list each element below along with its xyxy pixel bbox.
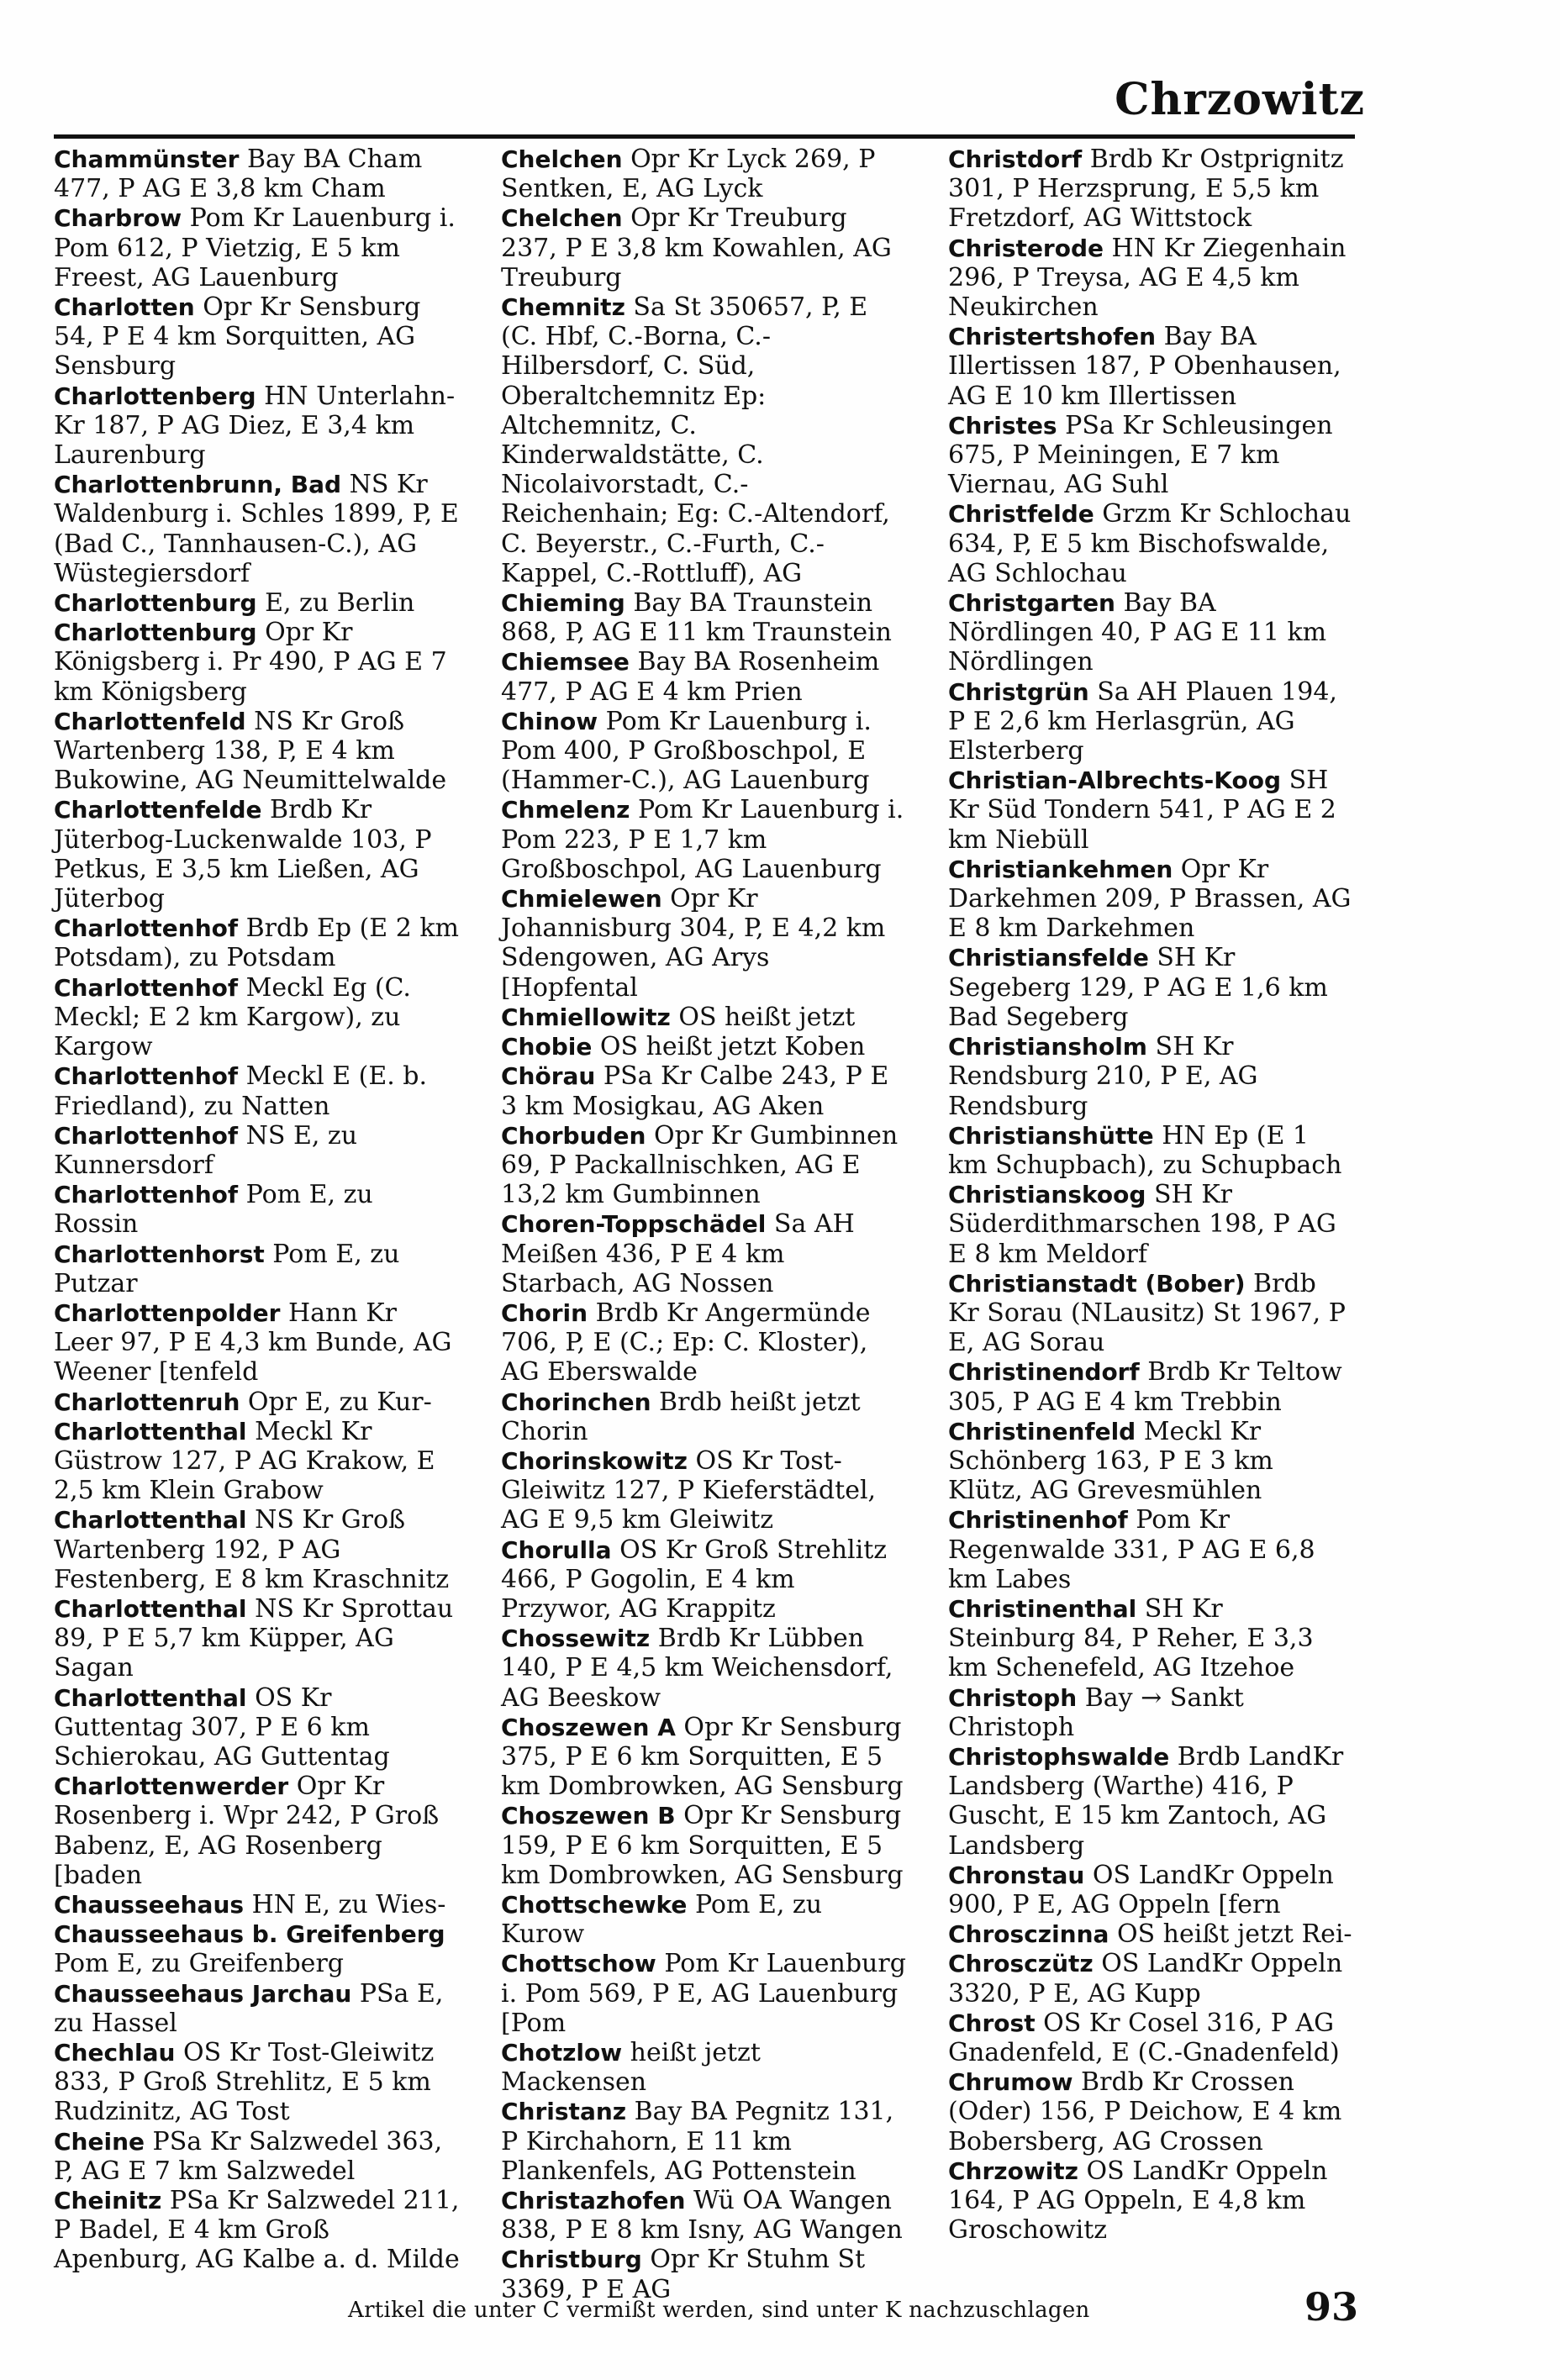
entry-headword: Choren-Toppschädel xyxy=(501,1210,767,1239)
gazetteer-entry xyxy=(501,795,908,884)
entry-text: HN Unterlahn-Kr 187, P AG Diez, E 3,4 km Laurenburg xyxy=(54,381,456,471)
entry-text: OS Kr Tost-Gleiwitz 127, P Kieferstädtel, AG E 9,5 km Gleiwitz xyxy=(501,1445,877,1535)
entry-headword: Chinow xyxy=(501,707,598,735)
entry-text: Meckl Kr Güstrow 127, P AG Krakow, E 2,5 km Klein Grabow xyxy=(54,1416,435,1506)
entry-headword: Charlottenwerder xyxy=(54,1772,289,1801)
gazetteer-entry xyxy=(948,1683,1355,1742)
entry-text: Meckl E (E. b. Friedland), zu Natten xyxy=(54,1061,428,1121)
entry-headword: Charlottenthal xyxy=(54,1683,247,1712)
entry-headword: Choszewen B xyxy=(501,1802,676,1830)
gazetteer-entry xyxy=(54,203,461,292)
gazetteer-entry xyxy=(948,1180,1355,1269)
entry-headword: Chorinchen xyxy=(501,1387,651,1416)
entry-headword: Charlottenhof xyxy=(54,973,239,1002)
gazetteer-entry xyxy=(948,1861,1355,1919)
gazetteer-entry xyxy=(54,1890,461,1919)
entry-text: Bay BA Nördlingen 40, P AG E 11 km Nördlingen xyxy=(948,588,1327,677)
gazetteer-entry xyxy=(54,292,461,382)
entry-text: Opr Kr Rosenberg i. Wpr 242, P Groß Babenz, E, AG Rosenberg [baden xyxy=(54,1772,440,1890)
entry-text: NS Kr Groß Wartenberg 138, P, E 4 km Bukowine, AG Neumittelwalde xyxy=(54,706,447,796)
entry-headword: Chorbuden xyxy=(501,1121,646,1150)
gazetteer-entry xyxy=(501,588,908,647)
entry-headword: Charlottenberg xyxy=(54,382,256,410)
entry-headword: Christianskoog xyxy=(948,1181,1146,1209)
entry-headword: Choszewen A xyxy=(501,1713,676,1741)
entry-headword: Charlottenburg xyxy=(54,589,257,618)
gazetteer-entry xyxy=(54,2038,461,2127)
gazetteer-entry xyxy=(54,973,461,1062)
entry-headword: Christiankehmen xyxy=(948,855,1173,883)
entry-headword: Christdorf xyxy=(948,145,1083,173)
gazetteer-entry xyxy=(54,1298,461,1387)
entry-headword: Charlottenthal xyxy=(54,1506,247,1535)
gazetteer-entry xyxy=(54,618,461,707)
entry-text: PSa Kr Salzwedel 363, P, AG E 7 km Salzwedel xyxy=(54,2126,443,2186)
entry-headword: Chorulla xyxy=(501,1535,612,1564)
entry-headword: Christertshofen xyxy=(948,323,1157,351)
gazetteer-entry xyxy=(948,1417,1355,1506)
entry-headword: Christinendorf xyxy=(948,1358,1140,1387)
entry-headword: Charlotten xyxy=(54,293,195,322)
entry-text: HN E, zu Wies- xyxy=(244,1889,446,1919)
entry-text: Opr Kr Johannisburg 304, P, E 4,2 km Sdengowen, AG Arys [Hopfental xyxy=(501,884,886,1003)
gazetteer-entry xyxy=(54,1180,461,1239)
entry-text: OS LandKr Oppeln 900, P E, AG Oppeln [fern xyxy=(948,1860,1334,1919)
entry-text: Bay → Sankt Christoph xyxy=(948,1682,1244,1742)
entry-text: Opr Kr Stuhm St 3369, P E AG xyxy=(501,2245,866,2304)
column-3 xyxy=(948,145,1355,2245)
gazetteer-entry xyxy=(501,1446,908,1535)
running-head: Chrzowitz xyxy=(1115,74,1365,125)
gazetteer-entry xyxy=(948,1357,1355,1416)
entry-text: OS Kr Cosel 316, P AG Gnadenfeld, E (C.-Gnadenfeld) xyxy=(948,2008,1340,2067)
entry-headword: Chrzowitz xyxy=(948,2156,1078,2185)
entry-headword: Charbrow xyxy=(54,204,182,233)
gazetteer-entry xyxy=(948,499,1355,588)
entry-text: OS heißt jetzt xyxy=(670,1002,856,1032)
entry-headword: Chelchen xyxy=(501,145,623,173)
entry-text: Pom Kr Lauenburg i. Pom 612, P Vietzig, E 5 km Freest, AG Lauenburg xyxy=(54,203,456,292)
entry-headword: Christiansholm xyxy=(948,1033,1147,1061)
entry-headword: Chossewitz xyxy=(501,1624,651,1653)
entry-text: Brdb Kr Teltow 305, P AG E 4 km Trebbin xyxy=(948,1357,1342,1417)
gazetteer-entry xyxy=(501,1003,908,1032)
entry-text: Wü OA Wangen 838, P E 8 km Isny, AG Wangen xyxy=(501,2186,903,2246)
entry-text: OS Kr Groß Strehlitz 466, P Gogolin, E 4 km Przywor, AG Krappitz xyxy=(501,1535,888,1624)
entry-text: Brdb LandKr Landsberg (Warthe) 416, P Guscht, E 15 km Zantoch, AG Landsberg xyxy=(948,1741,1344,1861)
entry-text: NS Kr Groß Wartenberg 192, P AG Festenberg, E 8 km Kraschnitz xyxy=(54,1505,450,1594)
entry-headword: Christazhofen xyxy=(501,2187,686,2215)
gazetteer-entry xyxy=(54,1240,461,1298)
gazetteer-entry xyxy=(948,145,1355,234)
entry-headword: Charlottenhorst xyxy=(54,1240,265,1268)
entry-text: HN Kr Ziegenhain 296, P Treysa, AG E 4,5 km Neukirchen xyxy=(948,233,1347,323)
entry-headword: Cheinitz xyxy=(54,2187,162,2215)
gazetteer-entry xyxy=(54,795,461,914)
entry-headword: Chmelenz xyxy=(501,796,630,824)
gazetteer-entry xyxy=(501,884,908,1003)
entry-headword: Christian-Albrechts-Koog xyxy=(948,766,1282,795)
entry-text: NS Kr Waldenburg i. Schles 1899, P, E (Bad C., Tannhausen-C.), AG Wüstegiersdorf xyxy=(54,470,459,588)
gazetteer-entry xyxy=(948,677,1355,766)
gazetteer-entry xyxy=(54,1594,461,1683)
entry-headword: Chorinskowitz xyxy=(501,1446,688,1475)
gazetteer-entry xyxy=(501,647,908,706)
gazetteer-entry xyxy=(948,2009,1355,2067)
entry-headword: Chausseehaus b. Greifenberg xyxy=(54,1920,445,1949)
entry-text: OS heißt jetzt Rei- xyxy=(1109,1919,1352,1950)
gazetteer-entry xyxy=(54,1979,461,2038)
gazetteer-entry xyxy=(948,943,1355,1032)
entry-headword: Cheine xyxy=(54,2127,145,2156)
entry-text: Brdb Ep (E 2 km Potsdam), zu Potsdam xyxy=(54,914,459,973)
entry-headword: Christiansfelde xyxy=(948,944,1149,972)
entry-headword: Chrumow xyxy=(948,2068,1073,2097)
entry-headword: Charlottenburg xyxy=(54,619,257,647)
entry-headword: Chrosczinna xyxy=(948,1920,1109,1949)
gazetteer-entry xyxy=(948,411,1355,500)
gazetteer-entry xyxy=(948,855,1355,944)
entry-text: Pom E, zu Rossin xyxy=(54,1180,373,1240)
entry-headword: Chörau xyxy=(501,1062,596,1091)
entry-headword: Charlottenruh xyxy=(54,1387,240,1416)
entry-headword: Christinenthal xyxy=(948,1594,1137,1623)
entry-headword: Chmiellowitz xyxy=(501,1003,671,1031)
entry-text: Brdb Kr Angermünde 706, P, E (C.; Ep: C. Kloster), AG Eberswalde xyxy=(501,1298,871,1387)
gazetteer-entry xyxy=(501,1713,908,1802)
entry-text: Pom Kr Regenwalde 331, P AG E 6,8 km Labes xyxy=(948,1505,1315,1594)
gazetteer-entry xyxy=(948,234,1355,323)
gazetteer-entry xyxy=(501,1535,908,1624)
gazetteer-entry xyxy=(501,1624,908,1713)
entry-headword: Chausseehaus xyxy=(54,1890,245,1919)
entry-headword: Charlottenthal xyxy=(54,1417,247,1445)
gazetteer-entry xyxy=(54,2186,461,2275)
entry-headword: Christophswalde xyxy=(948,1742,1170,1771)
entry-text: PSa Kr Salzwedel 211, P Badel, E 4 km Groß Apenburg, AG Kalbe a. d. Milde xyxy=(54,2186,460,2275)
entry-text: Brdb Kr Ostprignitz 301, P Herzsprung, E 5,5 km Fretzdorf, AG Wittstock xyxy=(948,145,1344,234)
entry-text: Brdb Kr Crossen (Oder) 156, P Deichow, E 4 km Bobersberg, AG Crossen xyxy=(948,2067,1342,2156)
gazetteer-entry xyxy=(54,470,461,588)
gazetteer-entry xyxy=(948,588,1355,677)
entry-headword: Christfelde xyxy=(948,500,1094,529)
entry-headword: Charlottenhof xyxy=(54,914,239,943)
entry-text: SH Kr Süd Tondern 541, P AG E 2 km Niebüll xyxy=(948,766,1336,855)
entry-text: Pom Kr Lauenburg i. Pom 569, P E, AG Lauenburg [Pom xyxy=(501,1949,906,2038)
gazetteer-entry xyxy=(501,145,908,203)
entry-text: NS Kr Sprottau 89, P E 5,7 km Küpper, AG Sagan xyxy=(54,1593,454,1683)
entry-headword: Chorin xyxy=(501,1298,588,1327)
entry-text: HN Ep (E 1 km Schupbach), zu Schupbach xyxy=(948,1120,1342,1180)
entry-text: Opr Kr Gumbinnen 69, P Packallnischken, AG E 13,2 km Gumbinnen xyxy=(501,1120,899,1210)
entry-text: Brdb Kr Sorau (NLausitz) St 1967, P E, AG Sorau xyxy=(948,1268,1346,1358)
entry-headword: Christburg xyxy=(501,2246,642,2274)
entry-headword: Charlottenhof xyxy=(54,1121,239,1150)
entry-text: NS E, zu Kunnersdorf xyxy=(54,1120,358,1180)
entry-text: Bay BA Rosenheim 477, P AG E 4 km Prien xyxy=(501,647,880,707)
entry-text: SH Kr Süderdithmarschen 198, P AG E 8 km Meldorf xyxy=(948,1180,1336,1269)
entry-headword: Christoph xyxy=(948,1683,1078,1712)
gazetteer-entry xyxy=(948,1742,1355,1861)
gazetteer-entry xyxy=(948,1032,1355,1121)
entry-headword: Chieming xyxy=(501,589,625,618)
entry-text: Meckl Eg (C. Meckl; E 2 km Kargow), zu Kargow xyxy=(54,972,411,1062)
entry-headword: Charlottenbrunn, Bad xyxy=(54,471,342,499)
entry-text: Bay BA Traunstein 868, P, AG E 11 km Traunstein xyxy=(501,588,892,648)
entry-text: PSa Kr Calbe 243, P E 3 km Mosigkau, AG Aken xyxy=(501,1061,889,1121)
entry-text: Opr Kr Lyck 269, P Sentken, E, AG Lyck xyxy=(501,145,876,204)
entry-text: E, zu Berlin xyxy=(256,588,415,619)
entry-headword: Chemnitz xyxy=(501,293,625,322)
entry-headword: Chobie xyxy=(501,1033,593,1061)
gazetteer-entry xyxy=(54,1061,461,1120)
entry-headword: Chottschewke xyxy=(501,1890,688,1919)
gazetteer-entry xyxy=(501,292,908,588)
column-1 xyxy=(54,145,461,2275)
entry-text: Opr Kr Sensburg 54, P E 4 km Sorquitten, AG Sensburg xyxy=(54,292,421,382)
entry-text: Pom Kr Lauenburg i. Pom 400, P Großboschpol, E (Hammer-C.), AG Lauenburg xyxy=(501,706,872,796)
gazetteer-entry xyxy=(501,1890,908,1949)
header-rule xyxy=(54,134,1355,139)
gazetteer-entry xyxy=(501,1801,908,1890)
footer-note: Artikel die unter C vermißt werden, sind unter K nachzuschlagen xyxy=(348,2298,1090,2323)
entry-text: Opr Kr Sensburg 375, P E 6 km Sorquitten, E 5 km Dombrowken, AG Sensburg xyxy=(501,1712,904,1802)
entry-headword: Chmielewen xyxy=(501,885,662,914)
gazetteer-entry xyxy=(501,2097,908,2186)
entry-text: Bay BA Pegnitz 131, P Kirchahorn, E 11 km Plankenfels, AG Pottenstein xyxy=(501,2097,894,2186)
entry-headword: Christianshütte xyxy=(948,1121,1154,1150)
gazetteer-entry xyxy=(54,1919,461,1978)
entry-text: Hann Kr Leer 97, P E 4,3 km Bunde, AG Weener [tenfeld xyxy=(54,1298,452,1387)
entry-text: Opr Kr Sensburg 159, P E 6 km Sorquitten, E 5 km Dombrowken, AG Sensburg xyxy=(501,1801,904,1890)
entry-headword: Chechlau xyxy=(54,2039,176,2067)
entry-headword: Chottschow xyxy=(501,1950,656,1978)
entry-text: Meckl Kr Schönberg 163, P E 3 km Klütz, AG Grevesmühlen xyxy=(948,1416,1273,1506)
gazetteer-entry xyxy=(948,1269,1355,1358)
gazetteer-entry xyxy=(501,1121,908,1210)
entry-headword: Christerode xyxy=(948,234,1104,262)
entry-text: Pom E, zu Kurow xyxy=(501,1889,823,1950)
gazetteer-entry xyxy=(501,203,908,292)
entry-text: Sa St 350657, P, E (C. Hbf, C.-Borna, C.-Hilbersdorf, C. Süd, Oberaltchemnitz Ep: Altchemnitz, C. Kinderwaldstätte, C. Nicolaivorstadt, C.-Reichenhain; Eg: C.-Altendorf, C. Beyerstr., C.-Furth, C.-Kappel, C.-Rottluff), AG xyxy=(501,292,890,588)
entry-text: Opr Kr Königsberg i. Pr 490, P AG E 7 km Königsberg xyxy=(54,618,447,707)
gazetteer-entry xyxy=(501,1061,908,1120)
entry-text: Sa AH Plauen 194, P E 2,6 km Herlasgrün, AG Elsterberg xyxy=(948,677,1337,766)
gazetteer-entry xyxy=(54,914,461,972)
entry-text: PSa E, zu Hassel xyxy=(54,1978,444,2038)
entry-headword: Chiemsee xyxy=(501,648,630,677)
entry-headword: Charlottenhof xyxy=(54,1181,239,1209)
gazetteer-entry xyxy=(501,707,908,796)
gazetteer-entry xyxy=(948,2067,1355,2156)
gazetteer-entry xyxy=(501,1298,908,1387)
gazetteer-entry xyxy=(54,382,461,471)
gazetteer-entry xyxy=(948,2156,1355,2246)
gazetteer-entry xyxy=(948,1949,1355,2008)
gazetteer-entry xyxy=(54,145,461,203)
entry-text: Opr Kr Treuburg 237, P E 3,8 km Kowahlen, AG Treuburg xyxy=(501,203,892,292)
entry-headword: Charlottenfelde xyxy=(54,796,262,824)
entry-text: Opr Kr Darkehmen 209, P Brassen, AG E 8 km Darkehmen xyxy=(948,854,1352,944)
gazetteer-entry xyxy=(54,588,461,618)
entry-headword: Charlottenpolder xyxy=(54,1298,281,1327)
gazetteer-entry xyxy=(54,707,461,796)
gazetteer-entry xyxy=(948,322,1355,411)
entry-headword: Christinenfeld xyxy=(948,1417,1136,1445)
entry-text: PSa Kr Schleusingen 675, P Meiningen, E 7 km Viernau, AG Suhl xyxy=(948,410,1333,500)
gazetteer-entry xyxy=(54,1772,461,1890)
gazetteer-entry xyxy=(54,1505,461,1594)
entry-headword: Chammünster xyxy=(54,145,240,173)
entry-headword: Christgrün xyxy=(948,677,1089,706)
entry-text: Opr E, zu Kur- xyxy=(240,1387,432,1417)
gazetteer-entry xyxy=(501,2245,908,2304)
entry-text: SH Kr Steinburg 84, P Reher, E 3,3 km Schenefeld, AG Itzehoe xyxy=(948,1593,1314,1683)
gazetteer-entry xyxy=(54,2127,461,2186)
entry-headword: Christgarten xyxy=(948,589,1115,618)
entry-text: Sa AH Meißen 436, P E 4 km Starbach, AG Nossen xyxy=(501,1209,855,1298)
page-number: 93 xyxy=(1304,2284,1358,2330)
gazetteer-entry xyxy=(501,1387,908,1446)
gazetteer-entry xyxy=(54,1121,461,1180)
entry-text: Brdb Kr Lübben 140, P E 4,5 km Weichensdorf, AG Beeskow xyxy=(501,1624,893,1713)
entry-headword: Christianstadt (Bober) xyxy=(948,1269,1246,1298)
entry-headword: Chausseehaus Jarchau xyxy=(54,1979,352,2008)
gazetteer-entry xyxy=(948,766,1355,855)
entry-headword: Chrost xyxy=(948,2009,1036,2037)
entry-text: SH Kr Segeberg 129, P AG E 1,6 km Bad Segeberg xyxy=(948,943,1328,1032)
entry-text: Bay BA Cham 477, P AG E 3,8 km Cham xyxy=(54,145,423,204)
entry-text: SH Kr Rendsburg 210, P E, AG Rendsburg xyxy=(948,1032,1258,1121)
entry-text: OS heißt jetzt Koben xyxy=(592,1032,866,1062)
entry-headword: Chelchen xyxy=(501,204,623,233)
gazetteer-entry xyxy=(948,1121,1355,1180)
gazetteer-entry xyxy=(501,1209,908,1298)
entry-text: OS Kr Tost-Gleiwitz 833, P Groß Strehlitz, E 5 km Rudzinitz, AG Tost xyxy=(54,2038,435,2127)
gazetteer-entry xyxy=(501,1949,908,2038)
entry-headword: Chrosczütz xyxy=(948,1950,1094,1978)
gazetteer-entry xyxy=(54,1683,461,1772)
entry-text: heißt jetzt Mackensen xyxy=(501,2038,761,2098)
gazetteer-entry xyxy=(54,1417,461,1506)
entry-headword: Charlottenhof xyxy=(54,1062,239,1091)
entry-text: Bay BA Illertissen 187, P Obenhausen, AG E 10 km Illertissen xyxy=(948,322,1341,411)
entry-text: Pom Kr Lauenburg i. Pom 223, P E 1,7 km Großboschpol, AG Lauenburg xyxy=(501,795,904,884)
entry-headword: Charlottenthal xyxy=(54,1594,247,1623)
entry-text: OS LandKr Oppeln 3320, P E, AG Kupp xyxy=(948,1949,1343,2009)
gazetteer-entry xyxy=(501,2038,908,2097)
gazetteer-entry xyxy=(948,1919,1355,1949)
entry-headword: Christanz xyxy=(501,2098,627,2126)
entry-text: OS Kr Guttentag 307, P E 6 km Schierokau, AG Guttentag xyxy=(54,1682,390,1772)
entry-headword: Christes xyxy=(948,411,1057,440)
entry-headword: Chronstau xyxy=(948,1861,1085,1889)
gazetteer-entry xyxy=(948,1594,1355,1683)
column-2 xyxy=(501,145,908,2304)
entry-text: OS LandKr Oppeln 164, P AG Oppeln, E 4,8 km Groschowitz xyxy=(948,2156,1328,2246)
entry-text: Pom E, zu Putzar xyxy=(54,1239,400,1298)
entry-text: Brdb Kr Jüterbog-Luckenwalde 103, P Petkus, E 3,5 km Ließen, AG Jüterbog xyxy=(54,795,432,914)
entry-headword: Charlottenfeld xyxy=(54,707,246,735)
entry-text: Brdb heißt jetzt Chorin xyxy=(501,1387,861,1446)
gazetteer-entry xyxy=(54,1387,461,1417)
entry-headword: Chotzlow xyxy=(501,2039,623,2067)
gazetteer-entry xyxy=(501,2186,908,2245)
gazetteer-entry xyxy=(948,1505,1355,1594)
entry-text: Grzm Kr Schlochau 634, P, E 5 km Bischofswalde, AG Schlochau xyxy=(948,499,1352,588)
entry-text: Pom E, zu Greifenberg xyxy=(54,1949,344,1979)
entry-headword: Christinenhof xyxy=(948,1506,1128,1535)
gazetteer-entry xyxy=(501,1032,908,1061)
